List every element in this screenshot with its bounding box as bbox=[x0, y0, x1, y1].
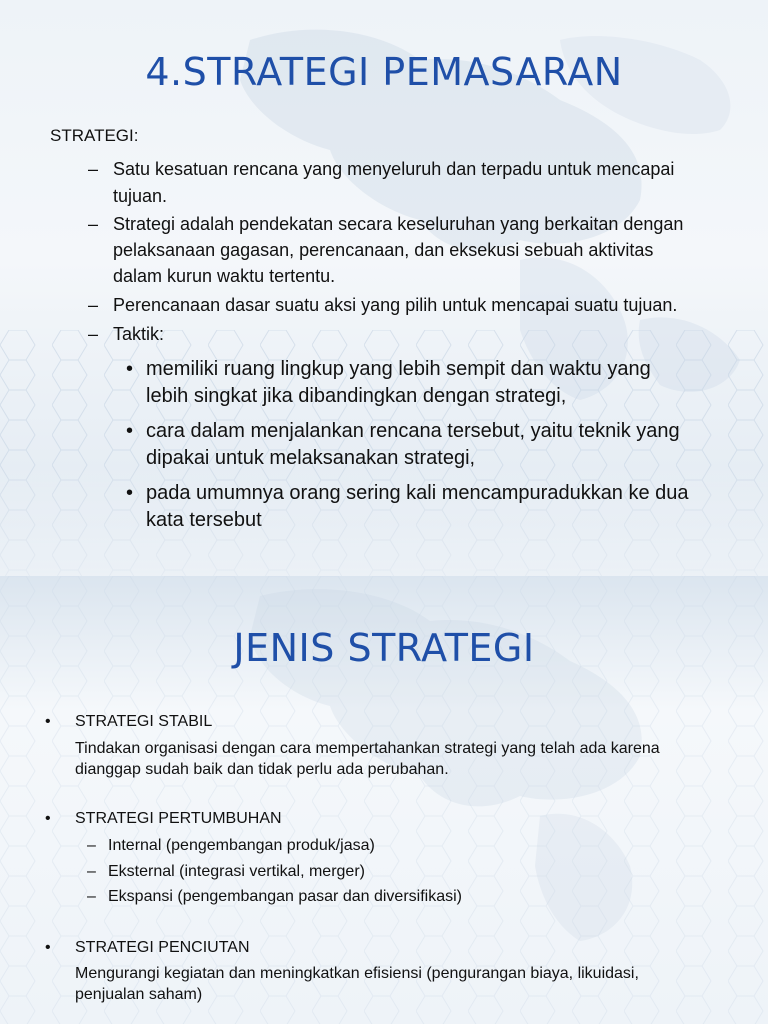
dash-marker: – bbox=[88, 214, 99, 234]
list-item-line: Satu kesatuan rencana yang menyeluruh dan terpadu untuk mencapai bbox=[113, 159, 675, 179]
dash-marker: – bbox=[88, 159, 99, 179]
tactic-line: dipakai untuk melaksanakan strategi, bbox=[146, 447, 476, 469]
section-desc-line: penjualan saham) bbox=[75, 986, 203, 1003]
bullet-marker: • bbox=[126, 420, 134, 442]
tactic-line: kata tersebut bbox=[146, 509, 262, 531]
section-heading: STRATEGI PERTUMBUHAN bbox=[75, 810, 282, 827]
slide-title: 4.STRATEGI PEMASARAN bbox=[145, 50, 623, 94]
tactic-line: cara dalam menjalankan rencana tersebut, yaitu teknik yang bbox=[146, 420, 680, 442]
section-heading: STRATEGI PENCIUTAN bbox=[75, 939, 250, 956]
section-desc-line: Tindakan organisasi dengan cara mempertahankan strategi yang telah ada karena bbox=[75, 740, 660, 757]
list-item-line: dalam kurun waktu tertentu. bbox=[113, 266, 336, 286]
list-item-line: Taktik: bbox=[113, 324, 165, 344]
list-item-line: Strategi adalah pendekatan secara keseluruhan yang berkaitan dengan bbox=[113, 214, 684, 234]
bullet-marker: • bbox=[45, 713, 51, 730]
bullet-marker: • bbox=[45, 939, 51, 956]
dash-marker: – bbox=[88, 324, 99, 344]
bullet-marker: • bbox=[45, 810, 51, 827]
section-desc-line: Mengurangi kegiatan dan meningkatkan efisiensi (pengurangan biaya, likuidasi, bbox=[75, 965, 639, 982]
section-desc-line: dianggap sudah baik dan tidak perlu ada perubahan. bbox=[75, 761, 449, 778]
dash-marker: – bbox=[87, 888, 96, 905]
bullet-marker: • bbox=[126, 482, 134, 504]
tactic-line: lebih singkat jika dibandingkan dengan strategi, bbox=[146, 385, 567, 407]
strategy-heading: STRATEGI: bbox=[50, 126, 139, 145]
subitem-text: Internal (pengembangan produk/jasa) bbox=[108, 837, 375, 854]
dash-marker: – bbox=[88, 295, 99, 315]
bullet-marker: • bbox=[126, 358, 134, 380]
slide-2 bbox=[0, 576, 768, 1024]
tactic-line: memiliki ruang lingkup yang lebih sempit dan waktu yang bbox=[146, 358, 651, 380]
dash-marker: – bbox=[87, 863, 96, 880]
list-item-line: pelaksanaan gagasan, perencanaan, dan eksekusi sebuah aktivitas bbox=[113, 240, 654, 260]
dash-marker: – bbox=[87, 837, 96, 854]
tactic-line: pada umumnya orang sering kali mencampuradukkan ke dua bbox=[146, 482, 689, 504]
subitem-text: Eksternal (integrasi vertikal, merger) bbox=[108, 863, 365, 880]
list-item-line: Perencanaan dasar suatu aksi yang pilih untuk mencapai suatu tujuan. bbox=[113, 295, 678, 315]
list-item-line: tujuan. bbox=[113, 186, 168, 206]
slide-title: JENIS STRATEGI bbox=[233, 626, 535, 670]
section-heading: STRATEGI STABIL bbox=[75, 713, 213, 730]
subitem-text: Ekspansi (pengembangan pasar dan diversifikasi) bbox=[108, 888, 462, 905]
